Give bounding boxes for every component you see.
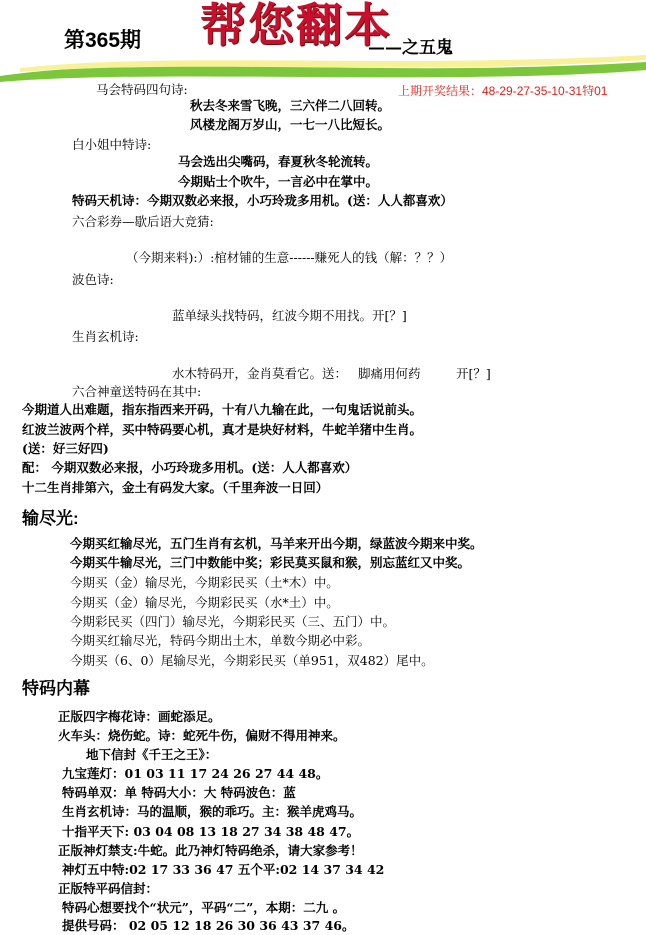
neimu-line: 地下信封《千王之王》： bbox=[86, 747, 218, 762]
shujinguang-line: 今期买红输尽光，五门生肖有玄机，马羊来开出今期，绿蓝波今期来中奖。 bbox=[70, 536, 483, 551]
bai-line-2: 今期贴士个吹牛，一言必中在掌中。 bbox=[178, 174, 379, 189]
shengxiao-extra: 脚痛用何药 bbox=[358, 366, 421, 381]
mahui-line-1: 秋去冬来雪飞晚，三六伴二八回转。 bbox=[190, 98, 391, 113]
section-heading-neimu: 特码内幕 bbox=[22, 679, 90, 698]
neimu-line: 正版神灯禁支:牛蛇。此乃神灯特码绝杀，请大家参考！ bbox=[58, 843, 363, 858]
shujinguang-line: 今期买（金）输尽光，今期彩民买（水*土）中。 bbox=[70, 595, 339, 610]
shentong-line-1: 今期道人出难题，指东指西来开码，十有八九输在此，一句鬼话说前头。 bbox=[22, 402, 423, 417]
shujinguang-line: 今期买牛输尽光，三门中数能中奖；彩民莫买鼠和猴，别忘蓝红又中奖。 bbox=[70, 555, 471, 570]
issue-number: 第365期 bbox=[64, 29, 142, 52]
shentong-label: 六合神童送特码在其中: bbox=[72, 384, 202, 399]
shentong-line-2: 红波兰波两个样，买中特码要心机，真才是块好材料，牛蛇羊猪中生肖。 bbox=[22, 422, 423, 437]
tianji-line: 特码天机诗：今期双数必来报，小巧玲珑多用机。(送：人人都喜欢） bbox=[72, 193, 453, 208]
shujinguang-line: 今期买（6、0）尾输尽光，今期彩民买（单951，双482）尾中。 bbox=[70, 653, 434, 668]
mahui-line-2: 风楼龙阁万岁山，一七一八比短长。 bbox=[190, 117, 391, 132]
neimu-line: 九宝莲灯：01 03 11 17 24 26 27 44 48。 bbox=[62, 766, 329, 781]
title-suffix: ——之五鬼 bbox=[368, 38, 453, 58]
neimu-line: 神灯五中特:02 17 33 36 47 五个平:02 14 37 34 42 bbox=[62, 862, 385, 877]
section-heading-shujinguang: 输尽光: bbox=[22, 509, 79, 528]
shujinguang-line: 今期买（金）输尽光，今期彩民买（土*木）中。 bbox=[70, 575, 339, 590]
neimu-line: 十指平天下: 03 04 08 13 18 27 34 38 48 47。 bbox=[62, 824, 360, 839]
last-draw-result: 上期开奖结果：48-29-27-35-10-31特01 bbox=[398, 84, 608, 98]
mahui-label: 马会特码四句诗: bbox=[96, 82, 188, 97]
neimu-line: 特码单双：单 特码大小：大 特码波色：蓝 bbox=[62, 785, 296, 800]
shujinguang-line: 今期买红输尽光，特码今期出土木，单数今期必中彩。 bbox=[70, 633, 371, 648]
xiehouyu-label: 六合彩券—歇后语大竞猜: bbox=[72, 214, 214, 229]
bai-label: 白小姐中特诗: bbox=[72, 137, 152, 152]
shengxiao-line: 水木特码开，金肖莫看它。送： bbox=[172, 366, 348, 381]
shengxiao-open: 开[？] bbox=[456, 366, 491, 381]
shentong-line-3: (送：好三好四) bbox=[22, 441, 109, 456]
shujinguang-line: 今期彩民买（四门）输尽光，今期彩民买（三、五门）中。 bbox=[70, 614, 396, 629]
bai-line-1: 马会选出尖嘴码，春夏秋冬轮流转。 bbox=[178, 154, 379, 169]
shengxiao-label: 生肖玄机诗: bbox=[72, 329, 139, 344]
neimu-line: 提供号码： 02 05 12 18 26 30 36 43 37 46。 bbox=[62, 918, 355, 933]
neimu-line: 生肖玄机诗：马的温顺，猴的乖巧。主：猴羊虎鸡马。 bbox=[62, 804, 363, 819]
main-title: 帮您翻本 bbox=[200, 0, 392, 52]
banner-swoosh bbox=[0, 48, 646, 82]
shentong-line-4: 配： 今期双数必来报，小巧玲珑多用机。(送：人人都喜欢） bbox=[22, 460, 358, 475]
neimu-line: 正版特平码信封： bbox=[58, 881, 159, 896]
neimu-line: 特码心想要找个“状元”，平码“二”，本期：二九 。 bbox=[62, 900, 346, 915]
neimu-line: 正版四字梅花诗：画蛇添足。 bbox=[58, 709, 221, 724]
shentong-line-5: 十二生肖排第六，金土有码发大家。（千里奔波一日回） bbox=[22, 480, 329, 495]
neimu-line: 火车头：烧伤蛇。诗：蛇死牛伤，偏财不得用神来。 bbox=[58, 728, 346, 743]
bose-line: 蓝单绿头找特码，红波今期不用找。开[？] bbox=[172, 308, 407, 323]
xiehouyu-line: （今期来料):）:棺材铺的生意------赚死人的钱（解：？？） bbox=[126, 250, 453, 265]
bose-label: 波色诗: bbox=[72, 272, 114, 287]
